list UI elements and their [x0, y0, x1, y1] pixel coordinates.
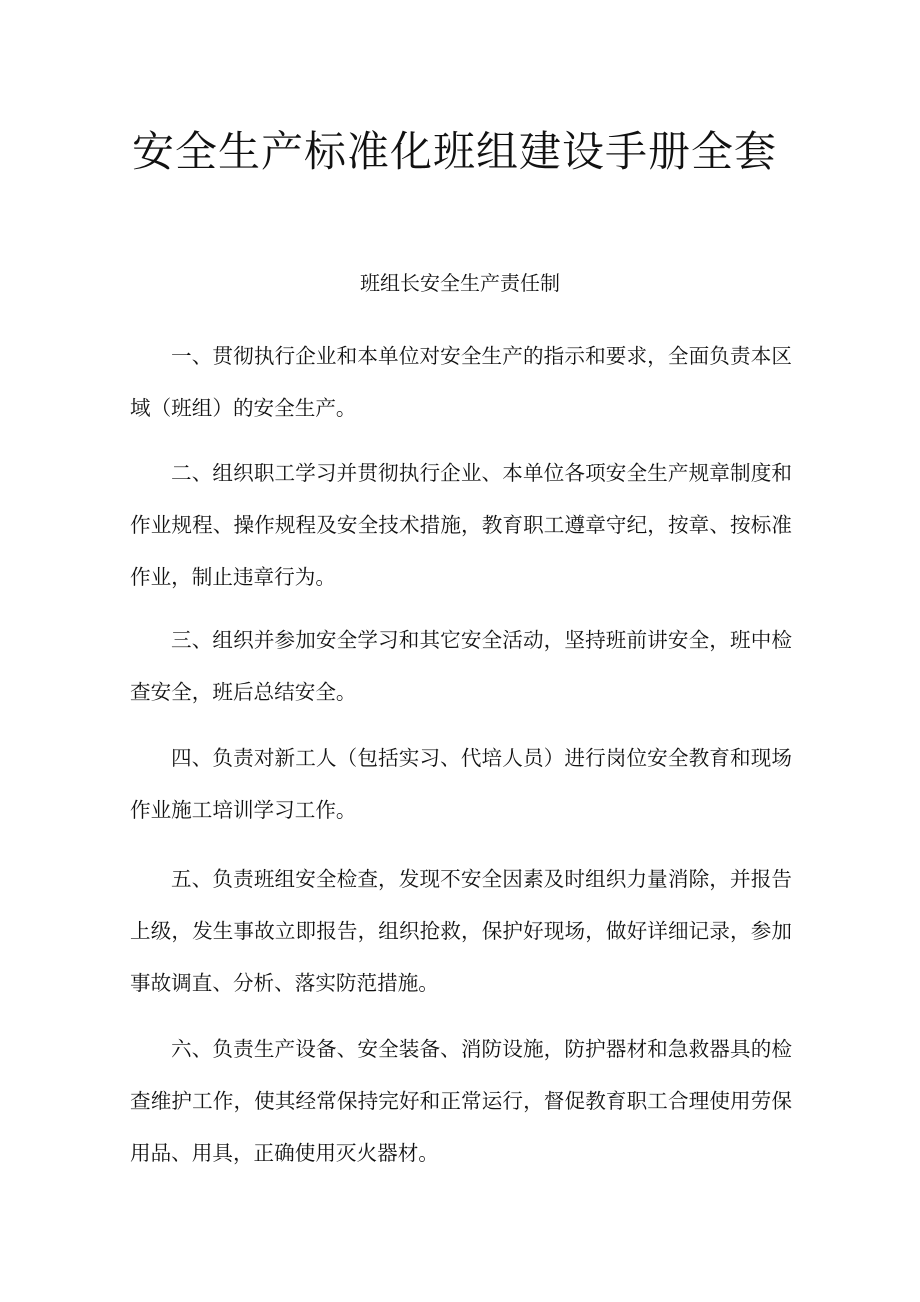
- clause-4: 四、负责对新工人（包括实习、代培人员）进行岗位安全教育和现场作业施工培训学习工作。: [130, 746, 792, 822]
- document-title: 安全生产标准化班组建设手册全套: [132, 127, 778, 176]
- clause-6: 六、负责生产设备、安全装备、消防设施，防护器材和急救器具的检查维护工作，使其经常保持完好和正常运行，督促教育职工合理使用劳保用品、用具，正确使用灭火器材。: [130, 1037, 792, 1165]
- clause-3: 三、组织并参加安全学习和其它安全活动，坚持班前讲安全，班中检查安全，班后总结安全。: [130, 628, 792, 704]
- clause-1: 一、贯彻执行企业和本单位对安全生产的指示和要求，全面负责本区域（班组）的安全生产。: [130, 344, 792, 420]
- clause-2: 二、组织职工学习并贯彻执行企业、本单位各项安全生产规章制度和作业规程、操作规程及安全技术措施，教育职工遵章守纪，按章、按标准作业，制止违章行为。: [130, 461, 792, 589]
- clause-5: 五、负责班组安全检查，发现不安全因素及时组织力量消除，并报告上级，发生事故立即报告，组织抢救，保护好现场，做好详细记录，参加事故调直、分析、落实防范措施。: [130, 867, 792, 995]
- section-title: 班组长安全生产责任制: [360, 271, 560, 295]
